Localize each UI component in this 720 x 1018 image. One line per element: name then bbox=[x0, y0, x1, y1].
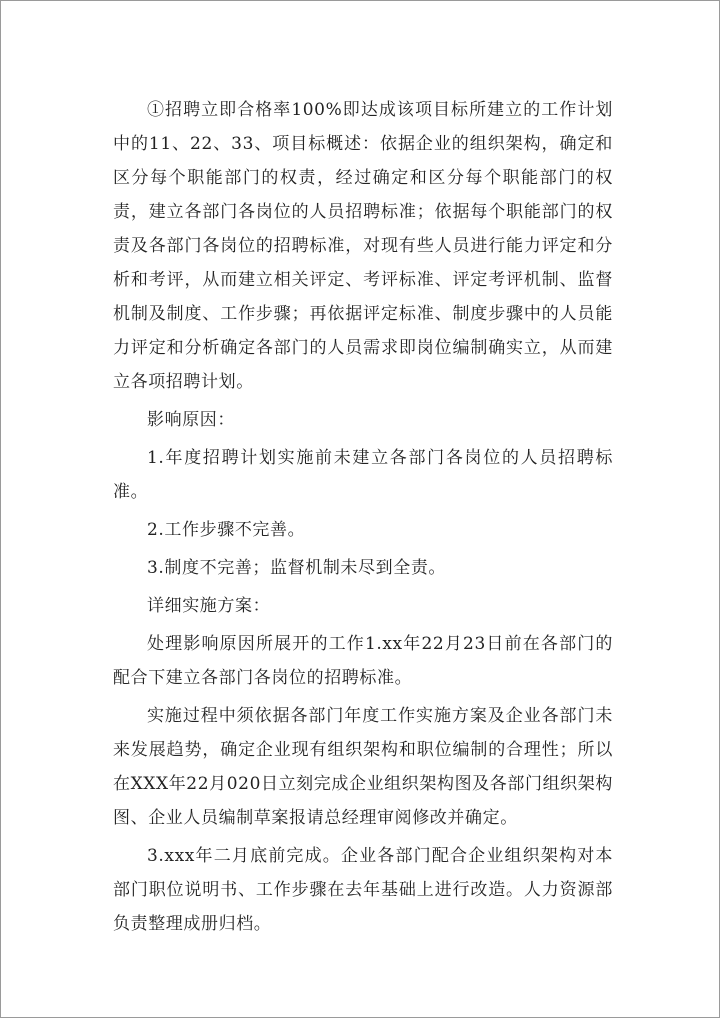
document-body bbox=[113, 93, 613, 945]
paragraph-plan-process: 实施过程中须依据各部门年度工作实施方案及企业各部门未来发展趋势，确定企业现有组织架构和职位编制的合理性；所以在XXX年22月020日立刻完成企业组织架构图及各部门组织架构图、企业人员编制草案报请总经理审阅修改并确定。 bbox=[113, 706, 613, 828]
paragraph-recruitment-goal: ①招聘立即合格率100%即达成该项目标所建立的工作计划中的11、22、33、项目标概述：依据企业的组织架构，确定和区分每个职能部门的权责，经过确定和区分每个职能部门的权责，建立各部门各岗位的人员招聘标准；依据每个职能部门的权责及各部门各岗位的招聘标准，对现有些人员进行能力评定和分析和考评，从而建立相关评定、考评标准、评定考评机制、监督机制及制度、工作步骤；再依据评定标准、制度步骤中的人员能力评定和分析确定各部门的人员需求即岗位编制确实立，从而建立各项招聘计划。 bbox=[113, 100, 613, 392]
list-item-reason-3: 3.制度不完善；监督机制未尽到全责。 bbox=[147, 558, 447, 578]
heading-implementation-plan: 详细实施方案： bbox=[147, 596, 271, 616]
list-item-reason-1: 1.年度招聘计划实施前未建立各部门各岗位的人员招聘标准。 bbox=[113, 448, 613, 502]
list-item-reason-2: 2.工作步骤不完善。 bbox=[147, 520, 306, 540]
paragraph-plan-step-3: 3.xxx年二月底前完成。企业各部门配合企业组织架构对本部门职位说明书、工作步骤在去年基础上进行改造。人力资源部负责整理成册归档。 bbox=[113, 846, 613, 934]
heading-influence-reasons: 影响原因： bbox=[147, 410, 235, 430]
paragraph-plan-step-1: 处理影响原因所展开的工作1.xx年22月23日前在各部门的配合下建立各部门各岗位的招聘标准。 bbox=[113, 634, 613, 688]
